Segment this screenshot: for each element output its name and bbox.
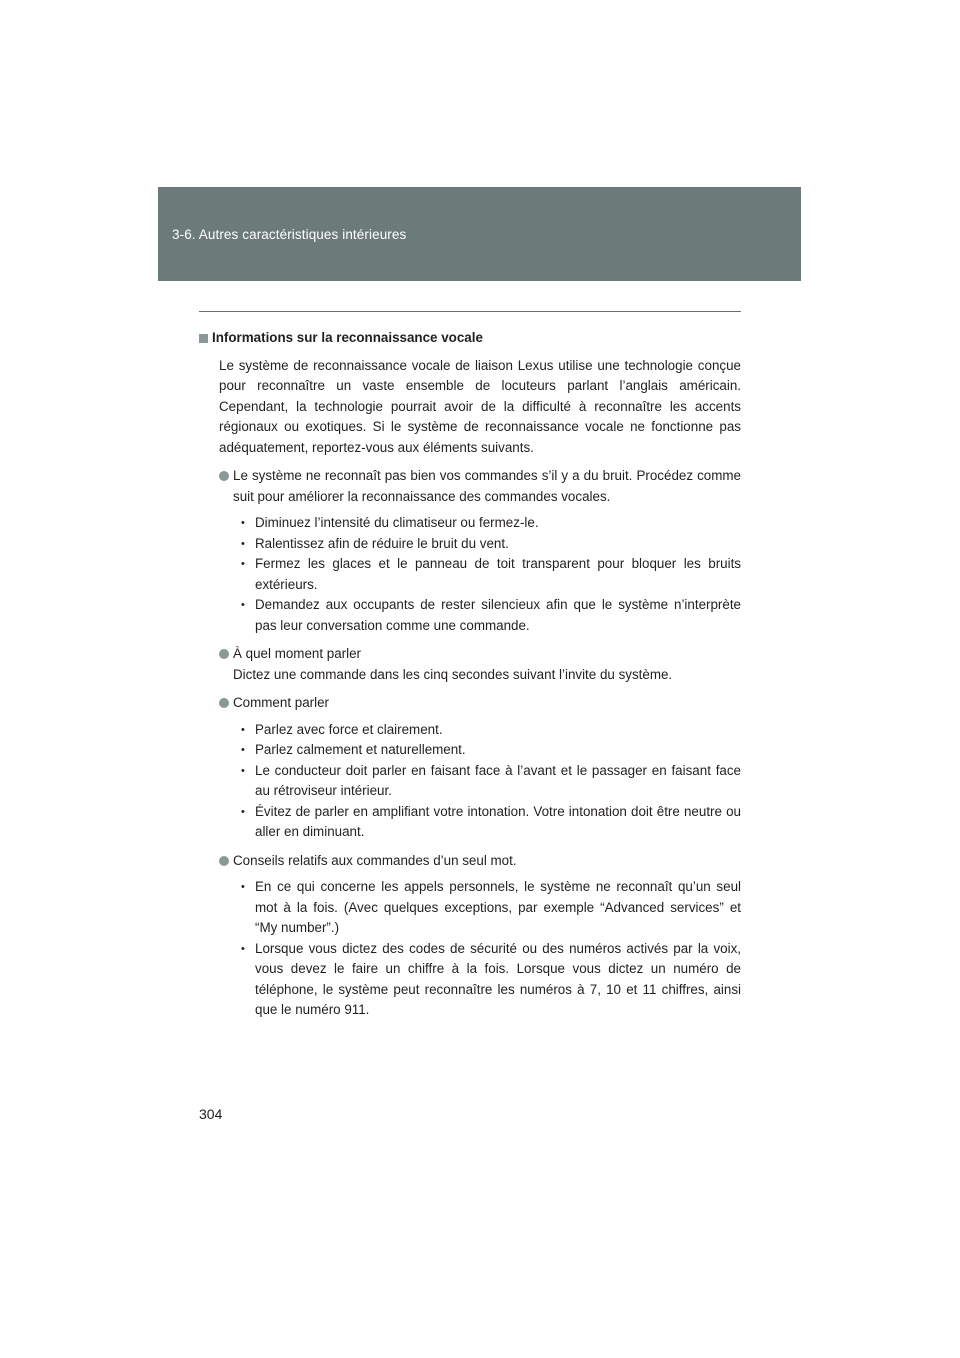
square-bullet-icon	[199, 334, 208, 343]
sub-list	[233, 877, 741, 1021]
circle-bullet-icon	[219, 471, 229, 481]
dot-bullet-icon: •	[241, 764, 245, 777]
list-item: • En ce qui concerne les appels personnels, le système ne reconnaît qu’un seul mot à la fois. (Avec quelques exceptions, par exemple “Advanced services” et “My number”.)	[241, 877, 741, 939]
bullet-when-to-speak	[219, 644, 741, 685]
list-item: • Lorsque vous dictez des codes de sécurité ou des numéros activés par la voix, vous devez le faire un chiffre à la fois. Lorsque vous dictez un numéro de téléphone, le système peut reconnaître les numéros à 7, 10 et 11 chiffres, ainsi que le numéro 911.	[241, 939, 741, 1021]
list-item: • Parlez avec force et clairement.	[241, 720, 741, 741]
main-content	[199, 328, 741, 1021]
dot-bullet-icon: •	[241, 537, 245, 550]
dot-bullet-icon: •	[241, 744, 245, 756]
sub-list	[233, 720, 741, 843]
bullet-text: Comment parler	[233, 695, 329, 710]
list-item: • Fermez les glaces et le panneau de toit transparent pour bloquer les bruits extérieurs.	[241, 554, 741, 595]
section-title: 3-6. Autres caractéristiques intérieures	[172, 227, 407, 242]
bullet-how-to-speak	[219, 693, 741, 843]
section-heading	[199, 328, 741, 349]
header-divider	[199, 311, 741, 312]
bullet-single-word-tips	[219, 851, 741, 1021]
page-number: 304	[199, 1106, 223, 1122]
section-header-band	[158, 187, 801, 281]
dot-bullet-icon: •	[241, 942, 245, 955]
dot-bullet-icon: •	[241, 517, 245, 529]
dot-bullet-icon: •	[241, 805, 245, 818]
circle-bullet-icon	[219, 649, 229, 659]
list-item: • Demandez aux occupants de rester silencieux afin que le système n’interprète pas leur conversation comme une commande.	[241, 595, 741, 636]
list-item: • Le conducteur doit parler en faisant face à l’avant et le passager en faisant face au rétroviseur intérieur.	[241, 761, 741, 802]
circle-bullet-icon	[219, 856, 229, 866]
intro-paragraph: Le système de reconnaissance vocale de liaison Lexus utilise une technologie conçue pour reconnaître un vaste ensemble de locuteurs parlant l’anglais américain. Cependant, la technologie pourrait avoir de la difficulté à reconnaître les accents régionaux ou exotiques. Si le système de reconnaissance vocale ne fonctionne pas adéquatement, reportez-vous aux éléments suivants.	[219, 357, 741, 455]
section-heading-text: Informations sur la reconnaissance vocale	[212, 330, 483, 345]
bullet-text: À quel moment parler Dictez une commande dans les cinq secondes suivant l’invite du système.	[233, 646, 673, 682]
bullet-noise	[219, 466, 741, 636]
list-item: • Parlez calmement et naturellement.	[241, 740, 741, 761]
circle-bullet-icon	[219, 698, 229, 708]
list-item: • Évitez de parler en amplifiant votre intonation. Votre intonation doit être neutre ou aller en diminuant.	[241, 802, 741, 843]
dot-bullet-icon: •	[241, 881, 245, 893]
list-item: • Ralentissez afin de réduire le bruit du vent.	[241, 534, 741, 555]
dot-bullet-icon: •	[241, 723, 245, 736]
bullet-text: Le système ne reconnaît pas bien vos commandes s’il y a du bruit. Procédez comme suit pour améliorer la reconnaissance des commandes vocales.	[233, 468, 741, 504]
bullet-text: Conseils relatifs aux commandes d’un seul mot.	[233, 852, 517, 868]
dot-bullet-icon: •	[241, 558, 245, 570]
sub-list	[233, 513, 741, 636]
dot-bullet-icon: •	[241, 599, 245, 611]
list-item: • Diminuez l’intensité du climatiseur ou fermez-le.	[241, 513, 741, 534]
